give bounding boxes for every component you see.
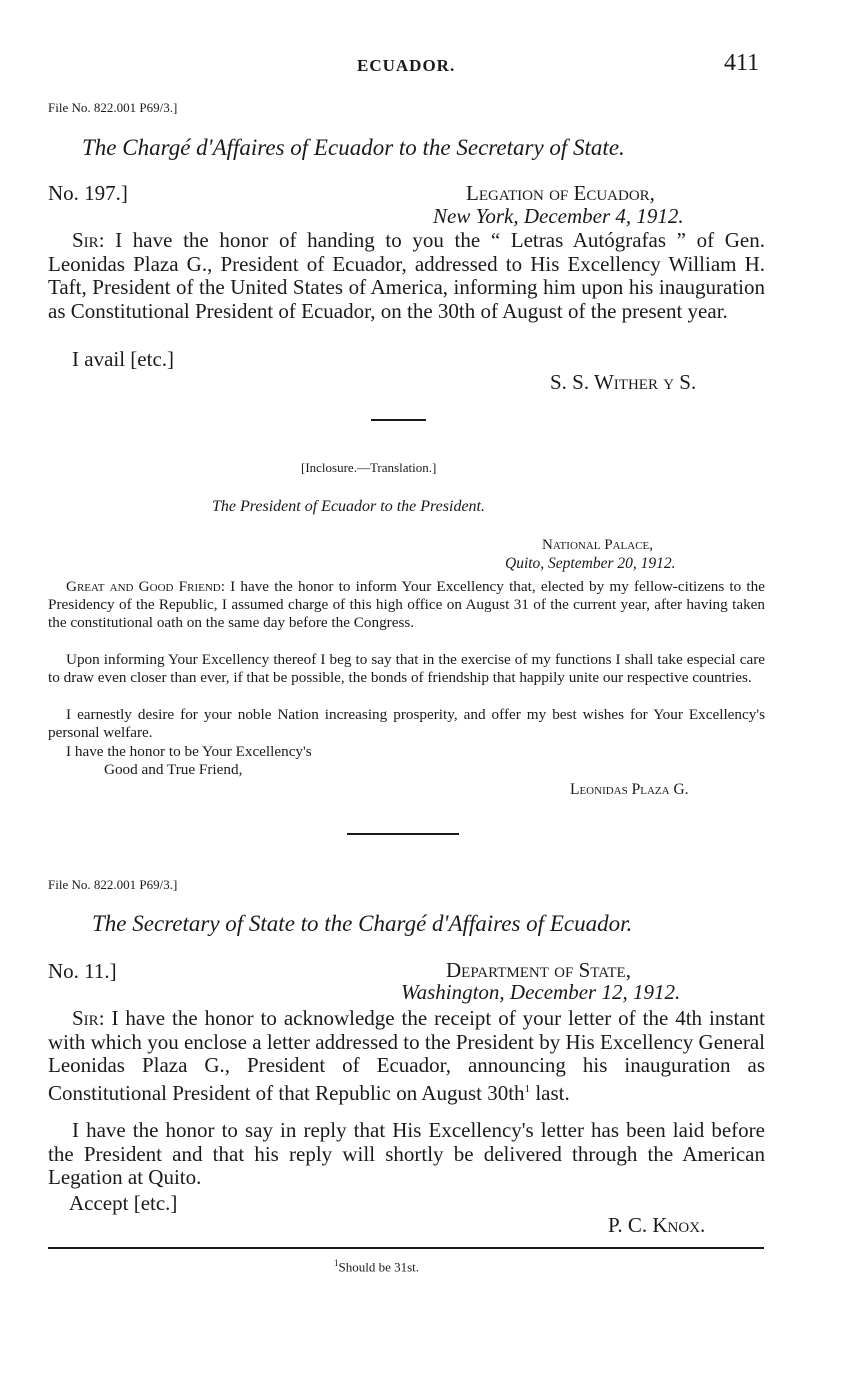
salutation: Sir bbox=[72, 1006, 99, 1030]
sender-place: Legation of Ecuador, bbox=[466, 181, 655, 205]
body-text-end: last. bbox=[530, 1080, 570, 1105]
inclosure-paragraph-2: Upon informing Your Excellency thereof I beg to say that in the exercise of my functions I shall take especial care to draw even closer than ever, if that be possible, the bonds of friendship that happily unite our respective countries. bbox=[48, 651, 765, 687]
inclosure-label: [Inclosure.—Translation.] bbox=[301, 460, 437, 475]
despatch-number: No. 11.] bbox=[48, 959, 117, 983]
inclosure-paragraph-3: I earnestly desire for your noble Nation increasing prosperity, and offer my best wishes for Your Excellency's personal welfare. bbox=[48, 706, 765, 742]
signature: P. C. Knox. bbox=[608, 1213, 706, 1237]
closing: I avail [etc.] bbox=[72, 347, 175, 371]
page-number: 411 bbox=[724, 50, 760, 76]
inclosure-title: The President of Ecuador to the President. bbox=[212, 498, 485, 515]
despatch-number: No. 197.] bbox=[48, 181, 128, 205]
running-title: ECUADOR. bbox=[357, 56, 456, 75]
inclosure-date: Quito, September 20, 1912. bbox=[505, 555, 676, 572]
letter-date: Washington, December 12, 1912. bbox=[401, 980, 681, 1004]
document-title: The Chargé d'Affaires of Ecuador to the Secretary of State. bbox=[82, 135, 625, 160]
salutation: Sir bbox=[72, 228, 99, 252]
sender-place: Department of State, bbox=[446, 958, 631, 982]
letter-body bbox=[48, 229, 765, 323]
inclosure-signature: Leonidas Plaza G. bbox=[570, 781, 689, 798]
file-number: File No. 822.001 P69/3.] bbox=[48, 100, 178, 115]
footnote-marker: 1 bbox=[334, 1258, 339, 1268]
inclosure-place: National Palace, bbox=[542, 537, 653, 553]
footnote-rule bbox=[48, 1247, 764, 1249]
inclosure-closing-1: I have the honor to be Your Excellency's bbox=[66, 743, 312, 760]
inclosure-paragraph-1 bbox=[48, 578, 765, 633]
body-text: : I have the honor of handing to you the “ Letras Autógrafas ” of Gen. Leonidas Plaza G., President of Ecuador, addressed to His Excellency William H. Taft, President of the United States of America, informing him upon his inauguration as Constitutional President of Ecuador, on the 30th of August of the present year. bbox=[48, 228, 765, 323]
letter-body-2: I have the honor to say in reply that His Excellency's letter has been laid before the President and that his reply will shortly be delivered through the American Legation at Quito. bbox=[48, 1118, 765, 1189]
inclosure-text-1: : I have the honor to inform Your Excellency that, elected by my fellow-citizens to the Presidency of the Republic, I assumed charge of this high office on August 31 of the current year, after having taken the constitutional oath on the same day before the Congress. bbox=[48, 578, 765, 632]
divider bbox=[347, 833, 459, 835]
file-number: File No. 822.001 P69/3.] bbox=[48, 877, 178, 892]
closing: Accept [etc.] bbox=[69, 1191, 178, 1215]
footnote-reference: 1 bbox=[524, 1082, 531, 1095]
letter-date: New York, December 4, 1912. bbox=[433, 204, 684, 228]
inclosure-salutation: Great and Good Friend bbox=[66, 578, 221, 595]
footnote bbox=[334, 1258, 419, 1275]
body-text: : I have the honor to acknowledge the receipt of your letter of the 4th instant with which you enclose a letter addressed to the President by His Excellency General Leonidas Plaza G., President of Ecuador, announcing his inauguration as Constitutional President of that Republic on August 30th bbox=[48, 1006, 765, 1105]
divider bbox=[371, 419, 426, 421]
footnote-text: Should be 31st. bbox=[338, 1259, 420, 1275]
inclosure-closing-2: Good and True Friend, bbox=[104, 761, 243, 778]
signature: S. S. Wither y S. bbox=[550, 370, 697, 394]
document-title: The Secretary of State to the Chargé d'Affaires of Ecuador. bbox=[92, 911, 633, 936]
letter-body-1 bbox=[48, 1007, 765, 1105]
